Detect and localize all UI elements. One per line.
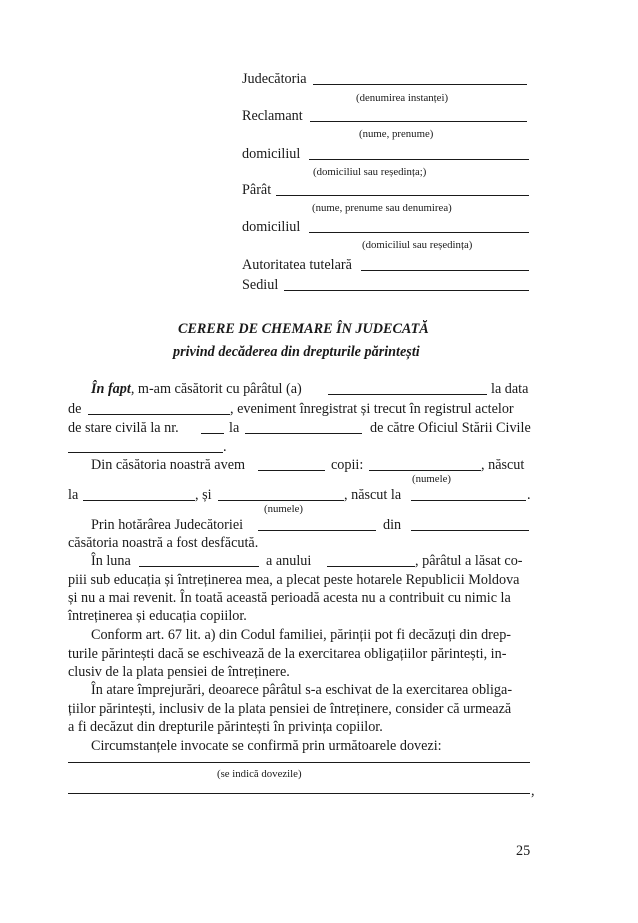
p2-count-field[interactable] [258,470,325,471]
p2-text-f: , născut la [344,487,402,503]
p3-court-field[interactable] [258,530,376,531]
p6-line3: a fi decăzut din drepturile părintești în privința copiilor. [68,719,383,735]
p3-date-field[interactable] [411,530,529,531]
p4-text-c: , pârâtul a lăsat co- [415,553,523,569]
p2-birthplace2-field[interactable] [411,500,526,501]
p4-line3: și nu a mai revenit. În toată această perioadă acesta nu a contribuit cu nimic la [68,590,511,606]
p4-text-a: În luna [91,553,131,569]
p1-infact: În fapt [91,381,131,397]
p2-text-a: Din căsătoria noastră avem [91,457,246,473]
p3-text-b: din [383,517,402,533]
p2-name1-field[interactable] [369,470,481,471]
p6-line2: țiilor părintești, inclusiv de la plata pensiei de întreținere, consider că urmează [68,701,512,717]
p1-text-b: la data [491,381,529,397]
court-label: Judecătoria [242,71,307,87]
defendant-label: Pârât [242,182,272,198]
p7-line1: Circumstanțele invocate se confirmă prin următoarele dovezi: [91,738,442,754]
p2-hint1: (numele) [412,473,451,485]
evidence-field-2[interactable] [68,793,530,794]
domicile1-label: domiciliul [242,146,301,162]
p1-text-e: de stare civilă la nr. [68,420,179,436]
domicile2-field[interactable] [309,232,529,233]
p1-text-a: , m-am căsătorit cu pârâtul (a) [130,381,302,397]
authority-field[interactable] [361,270,529,271]
p5-line2: turile părintești dacă se eschivează de la exercitarea obligațiilor părintești, in- [68,646,507,662]
p1-office-field[interactable] [68,452,223,453]
p4-year-field[interactable] [327,566,415,567]
domicile2-hint: (domiciliul sau reședința) [362,239,473,251]
authority-label: Autoritatea tutelară [242,257,352,273]
p2-text-g: . [527,487,531,503]
evidence-hint: (se indică dovezile) [217,768,302,780]
seat-field[interactable] [284,290,529,291]
p1-text-h: . [223,439,227,455]
p4-line4: întreținerea și educația copiilor. [68,608,247,624]
p1-text-f: la [229,420,240,436]
p2-text-e: , și [195,487,212,503]
p3-text-a: Prin hotărârea Judecătoriei [91,517,244,533]
p2-hint2: (numele) [264,503,303,515]
p1-text-d: , eveniment înregistrat și trecut în registrul actelor [230,401,514,417]
claimant-label: Reclamant [242,108,303,124]
p1-text-g: de către Oficiul Stării Civile [370,420,531,436]
court-field[interactable] [313,84,527,85]
seat-label: Sediul [242,277,279,293]
p2-name2-field[interactable] [218,500,344,501]
p1-spouse-field[interactable] [328,394,487,395]
court-hint: (denumirea instanței) [356,92,449,104]
p1-text-c: de [68,401,82,417]
domicile1-hint: (domiciliul sau reședința;) [313,166,427,178]
evidence-end: , [531,783,535,799]
p1-date-field[interactable] [88,414,230,415]
p2-birthplace1-field[interactable] [83,500,195,501]
p4-text-b: a anului [266,553,312,569]
claimant-hint: (nume, prenume) [359,128,434,140]
p6-line1: În atare împrejurări, deoarece pârâtul s-a eschivat de la exercitarea obliga- [91,682,513,698]
p2-text-c: , născut [481,457,525,473]
defendant-field[interactable] [276,195,529,196]
p2-text-d: la [68,487,79,503]
claimant-field[interactable] [310,121,527,122]
p3-text-c: căsătoria noastră a fost desfăcută. [68,535,259,551]
document-title: CERERE DE CHEMARE ÎN JUDECATĂ [178,321,429,337]
page-number: 25 [516,843,531,859]
p5-line3: clusiv de la plata pensiei de întreținere. [68,664,290,680]
p1-number-field[interactable] [201,433,224,434]
defendant-hint: (nume, prenume sau denumirea) [312,202,452,214]
evidence-field-1[interactable] [68,762,530,763]
domicile2-label: domiciliul [242,219,301,235]
p5-line1: Conform art. 67 lit. a) din Codul familiei, părinții pot fi decăzuți din drep- [91,627,512,643]
document-subtitle: privind decăderea din drepturile părintești [173,344,420,360]
p1-line1-a [91,380,302,398]
p4-line2: piii sub educația și întreținerea mea, a plecat peste hotarele Republicii Moldova [68,572,520,588]
p1-registry-date-field[interactable] [245,433,362,434]
domicile1-field[interactable] [309,159,529,160]
p4-month-field[interactable] [139,566,259,567]
p2-text-b: copii: [331,457,364,473]
